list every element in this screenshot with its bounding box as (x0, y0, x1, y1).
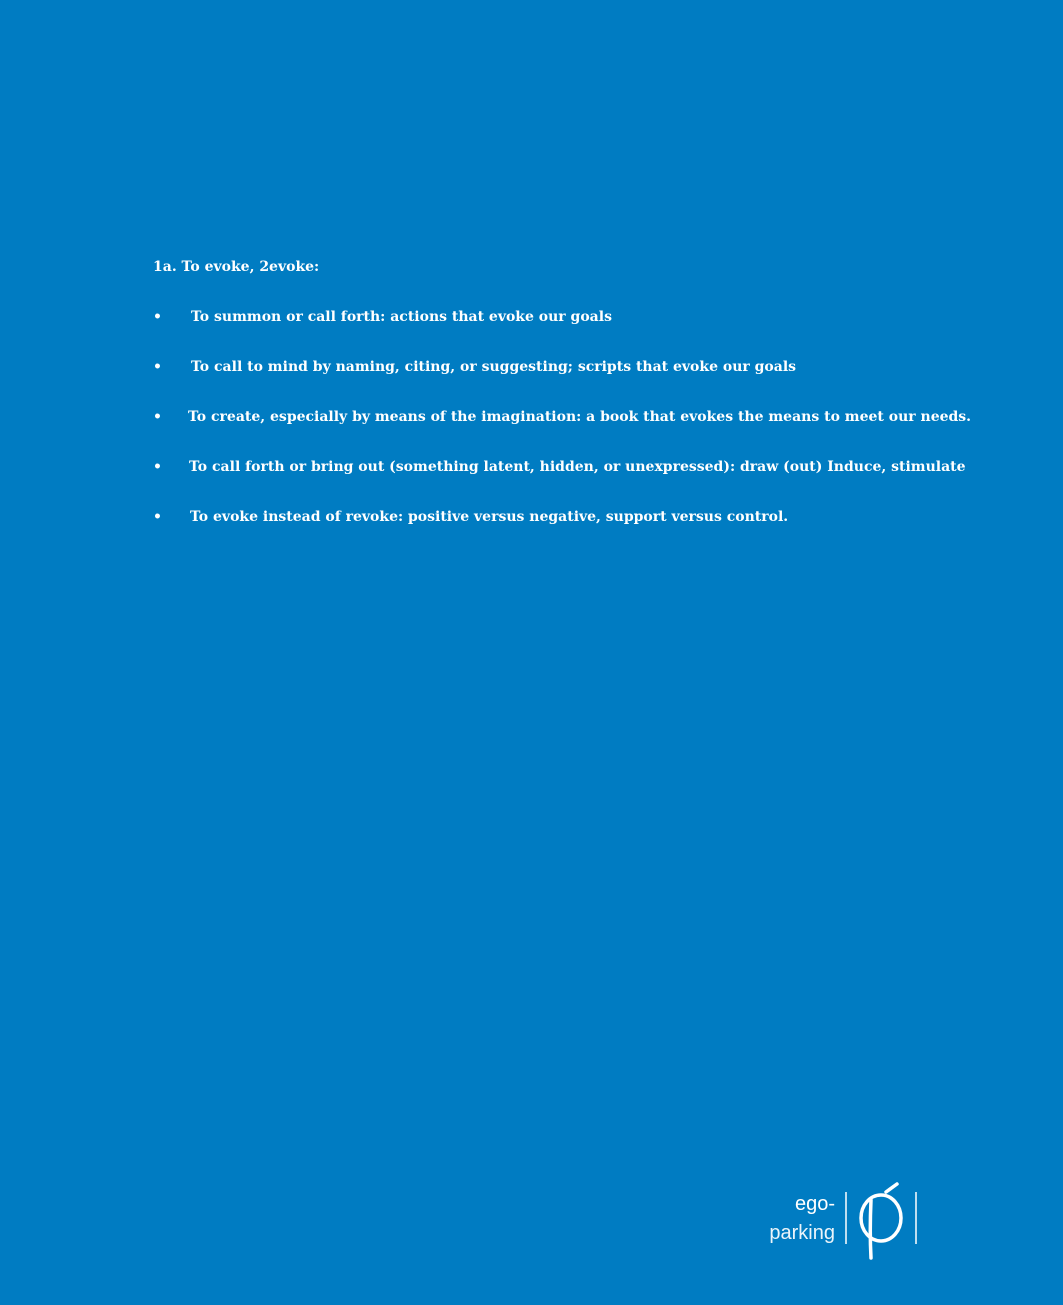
ego-parking-p-mark-icon (844, 1182, 920, 1262)
bullet-icon: • (153, 409, 162, 425)
bullet-icon: • (153, 309, 162, 325)
ego-parking-logo (760, 1182, 920, 1262)
definition-heading: 1a. To evoke, 2evoke: (153, 259, 320, 275)
list-item-text: To call forth or bring out (something latent, hidden, or unexpressed): draw (out) Induce, stimulate (189, 459, 966, 475)
logo-word-parking: parking (769, 1222, 835, 1244)
list-item-text: To evoke instead of revoke: positive versus negative, support versus control. (190, 509, 789, 525)
list-item-text: To create, especially by means of the imagination: a book that evokes the means to meet our needs. (188, 409, 972, 425)
bullet-icon: • (153, 509, 162, 525)
list-item (153, 407, 972, 427)
definition-list (153, 307, 972, 527)
list-item (153, 457, 966, 477)
list-item (153, 507, 953, 527)
logo-wordmark (769, 1190, 835, 1248)
definition-block (153, 257, 972, 557)
bullet-icon: • (153, 359, 162, 375)
logo-word-ego: ego- (794, 1193, 835, 1215)
list-item (153, 307, 953, 327)
bullet-icon: • (153, 459, 162, 475)
list-item-text: To call to mind by naming, citing, or suggesting; scripts that evoke our goals (191, 359, 797, 375)
list-item (153, 357, 953, 377)
list-item-text: To summon or call forth: actions that evoke our goals (191, 309, 612, 325)
